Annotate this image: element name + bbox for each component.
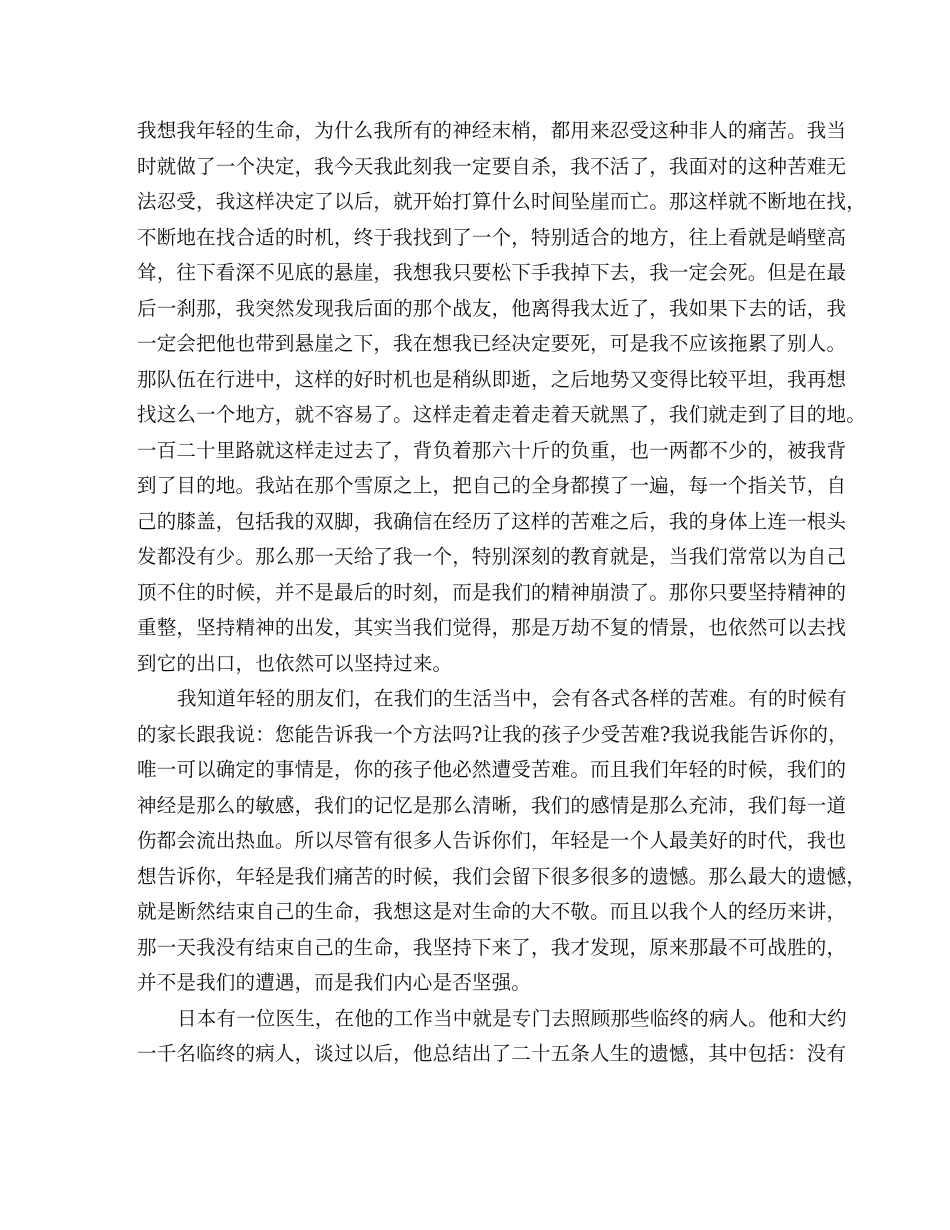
paragraph-start-line: 日本有一位医生，在他的工作当中就是专门去照顾那些临终的病人。他和大约 (177, 1006, 847, 1030)
text-line: 到了目的地。我站在那个雪原之上，把自己的全身都摸了一遍，每一个指关节，自 (137, 474, 847, 497)
text-line: 法忍受，我这样决定了以后，就开始打算什么时间坠崖而亡。那这样就不断地在找， (137, 190, 866, 213)
text-line: 到它的出口，也依然可以坚持过来。 (137, 651, 453, 675)
body-text (137, 113, 866, 1072)
text-line: 我想我年轻的生命，为什么我所有的神经末梢，都用来忍受这种非人的痛苦。我当 (137, 119, 847, 142)
text-line: 一千名临终的病人，谈过以后，他总结出了二十五条人生的遗憾，其中包括：没有 (137, 1042, 847, 1065)
text-line: 并不是我们的遭遇，而是我们内心是否坚强。 (137, 971, 532, 994)
text-line: 时就做了一个决定，我今天我此刻我一定要自杀，我不活了，我面对的这种苦难无 (137, 154, 847, 178)
text-line: 一百二十里路就这样走过去了，背负着那六十斤的负重，也一两都不少的，被我背 (137, 438, 847, 462)
text-line: 神经是那么的敏感，我们的记忆是那么清晰，我们的感情是那么充沛，我们每一道 (137, 793, 847, 817)
text-line: 就是断然结束自己的生命，我想这是对生命的大不敬。而且以我个人的经历来讲， (137, 900, 847, 923)
text-line: 后一刹那，我突然发现我后面的那个战友，他离得我太近了，我如果下去的话，我 (137, 296, 847, 320)
text-line: 唯一可以确定的事情是，你的孩子他必然遭受苦难。而且我们年轻的时候，我们的 (137, 758, 847, 781)
text-line: 重整，坚持精神的出发，其实当我们觉得，那是万劫不复的情景，也依然可以去找 (137, 616, 847, 639)
text-line: 伤都会流出热血。所以尽管有很多人告诉你们，年轻是一个人最美好的时代，我也 (137, 829, 847, 852)
text-line: 顶不住的时候，并不是最后的时刻，而是我们的精神崩溃了。那你只要坚持精神的 (137, 580, 847, 604)
text-line: 那队伍在行进中，这样的好时机也是稍纵即逝，之后地势又变得比较平坦，我再想 (137, 367, 847, 391)
text-line: 己的膝盖，包括我的双脚，我确信在经历了这样的苦难之后，我的身体上连一根头 (137, 509, 847, 533)
paragraph-start-line: 我知道年轻的朋友们，在我们的生活当中，会有各式各样的苦难。有的时候有 (177, 687, 847, 710)
text-line: 找这么一个地方，就不容易了。这样走着走着走着天就黑了，我们就走到了目的地。 (137, 403, 866, 426)
text-line: 发都没有少。那么那一天给了我一个，特别深刻的教育就是，当我们常常以为自己 (137, 545, 847, 568)
text-line: 不断地在找合适的时机，终于我找到了一个，特别适合的地方，往上看就是峭壁高 (137, 225, 847, 249)
text-line: 耸，往下看深不见底的悬崖，我想我只要松下手我掉下去，我一定会死。但是在最 (137, 261, 847, 284)
text-line: 一定会把他也带到悬崖之下，我在想我已经决定要死，可是我不应该拖累了别人。 (137, 332, 847, 355)
text-line: 那一天我没有结束自己的生命，我坚持下来了，我才发现，原来那最不可战胜的， (137, 935, 847, 959)
text-line: 想告诉你，年轻是我们痛苦的时候，我们会留下很多很多的遗憾。那么最大的遗憾， (137, 864, 866, 888)
text-line: 的家长跟我说：您能告诉我一个方法吗?让我的孩子少受苦难?我说我能告诉你的， (137, 722, 848, 746)
